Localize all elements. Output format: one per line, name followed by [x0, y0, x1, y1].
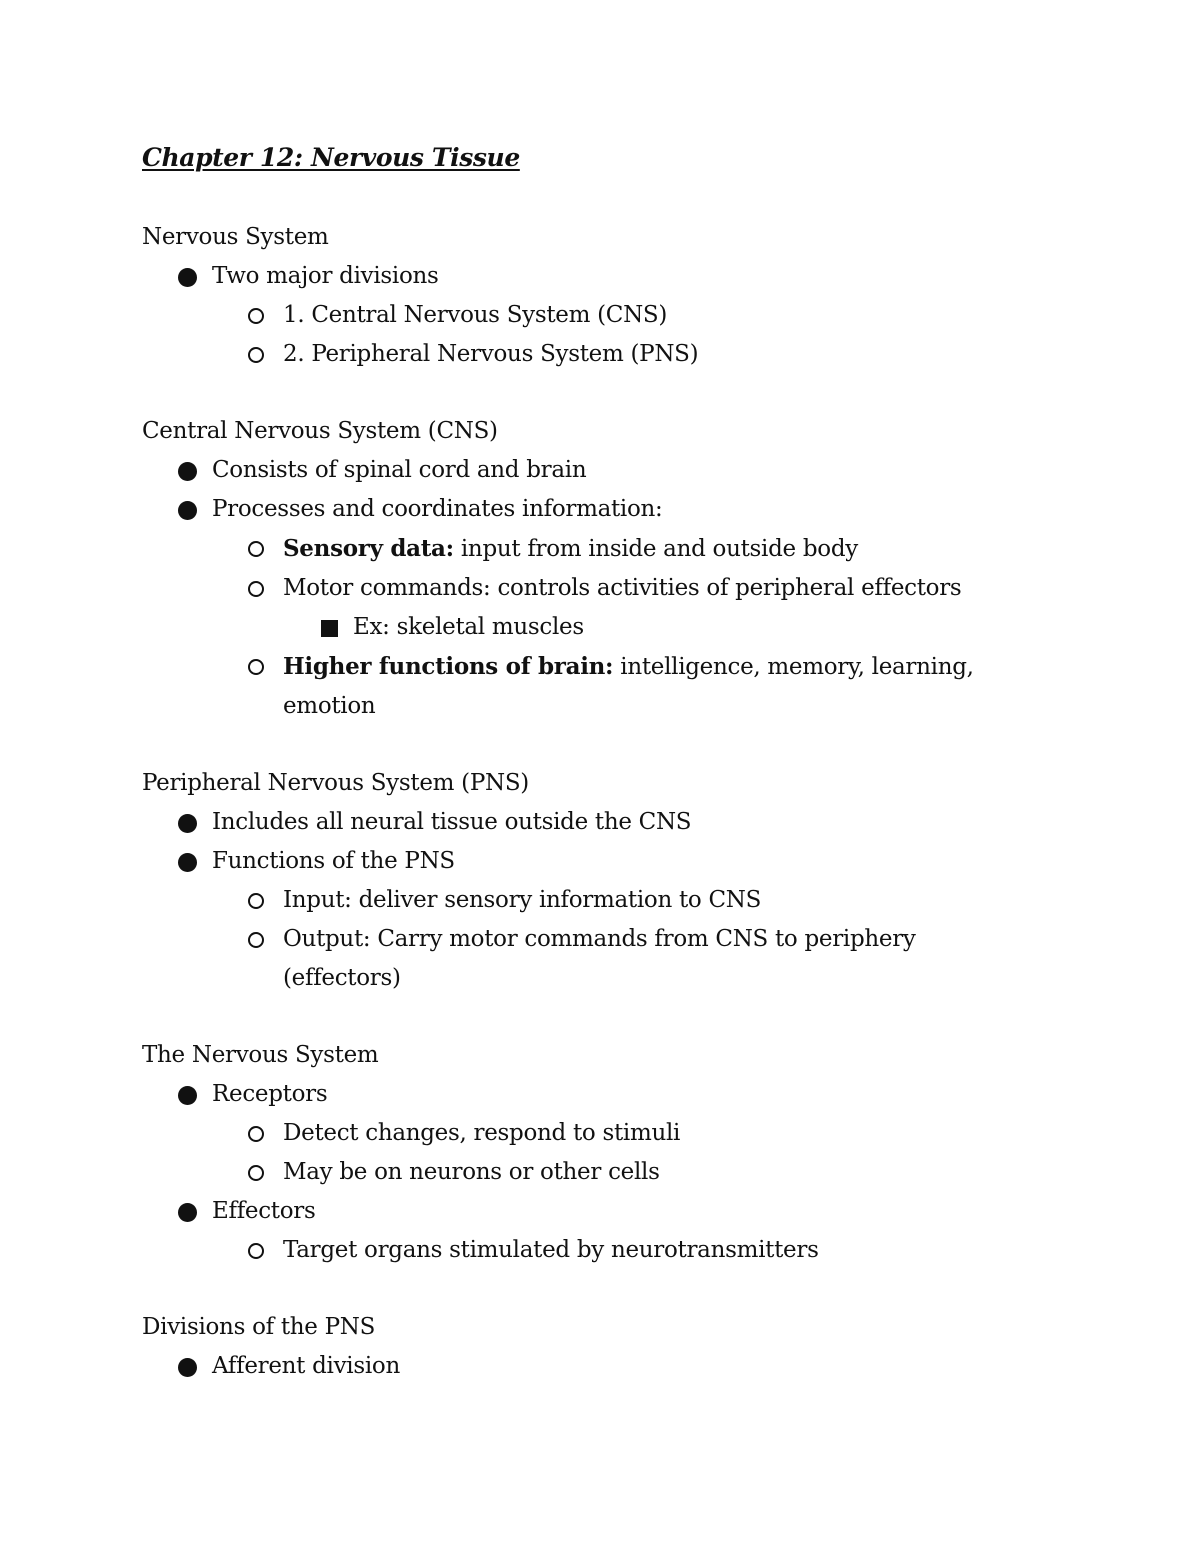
circle-bullet-icon [248, 1243, 264, 1259]
sub-sub-list-item [142, 608, 1042, 647]
sub-list-item [142, 1114, 1042, 1153]
page-title: Chapter 12: Nervous Tissue [142, 143, 520, 172]
list-item-text: Effectors [212, 1198, 316, 1224]
list-item-text: Target organs stimulated by neurotransmitters [283, 1237, 819, 1263]
section-cns [142, 412, 1042, 726]
document-page [142, 138, 1042, 1424]
section-the-nervous-system [142, 1036, 1042, 1270]
section-heading: Peripheral Nervous System (PNS) [142, 770, 529, 796]
list-item-text: Receptors [212, 1081, 328, 1107]
list-item-bold-term: Sensory data: [283, 535, 454, 562]
list-item-bold-term: Higher functions of brain: [283, 653, 614, 680]
list-item-text: Output: Carry motor commands from CNS to periphery [283, 926, 916, 952]
circle-bullet-icon [248, 347, 264, 363]
circle-bullet-icon [248, 659, 264, 675]
disc-bullet-icon [178, 853, 197, 872]
circle-bullet-icon [248, 1165, 264, 1181]
sub-list-item-continuation [142, 687, 1042, 726]
list-item-text: 1. Central Nervous System (CNS) [283, 302, 668, 328]
list-item [142, 1192, 1042, 1231]
circle-bullet-icon [248, 932, 264, 948]
sub-list-item [142, 1153, 1042, 1192]
list-item [142, 257, 1042, 296]
list-item-text: input from inside and outside body [453, 536, 858, 562]
section-heading: The Nervous System [142, 1042, 379, 1068]
disc-bullet-icon [178, 1358, 197, 1377]
circle-bullet-icon [248, 1126, 264, 1142]
list-item [142, 451, 1042, 490]
sub-list-item [142, 569, 1042, 608]
square-bullet-icon [321, 620, 338, 637]
list-item-text: intelligence, memory, learning, [613, 654, 974, 680]
list-item-text: Two major divisions [212, 263, 439, 289]
list-item-text: May be on neurons or other cells [283, 1159, 660, 1185]
list-item-text: Includes all neural tissue outside the CNS [212, 809, 692, 835]
sub-list-item [142, 1231, 1042, 1270]
section-heading: Divisions of the PNS [142, 1314, 376, 1340]
circle-bullet-icon [248, 893, 264, 909]
list-item [142, 490, 1042, 529]
list-item [142, 842, 1042, 881]
section-divisions-pns [142, 1308, 1042, 1386]
list-item-text: Consists of spinal cord and brain [212, 457, 587, 483]
sub-list-item [142, 335, 1042, 374]
disc-bullet-icon [178, 1086, 197, 1105]
sub-list-item [142, 647, 1042, 687]
list-item-text: Ex: skeletal muscles [353, 614, 584, 640]
sub-list-item [142, 529, 1042, 569]
circle-bullet-icon [248, 308, 264, 324]
list-item [142, 803, 1042, 842]
disc-bullet-icon [178, 1203, 197, 1222]
list-item-text: Processes and coordinates information: [212, 496, 663, 522]
circle-bullet-icon [248, 581, 264, 597]
list-item [142, 1075, 1042, 1114]
sub-list-item-continuation [142, 959, 1042, 998]
section-heading: Central Nervous System (CNS) [142, 418, 498, 444]
section-heading: Nervous System [142, 224, 329, 250]
list-item-text: Detect changes, respond to stimuli [283, 1120, 681, 1146]
disc-bullet-icon [178, 268, 197, 287]
section-pns [142, 764, 1042, 998]
list-item-text: emotion [283, 693, 376, 719]
sub-list-item [142, 296, 1042, 335]
list-item-text: Functions of the PNS [212, 848, 455, 874]
sub-list-item [142, 920, 1042, 959]
list-item-text: Motor commands: controls activities of peripheral effectors [283, 575, 962, 601]
list-item-text: (effectors) [283, 965, 401, 991]
disc-bullet-icon [178, 814, 197, 833]
sub-list-item [142, 881, 1042, 920]
list-item-text: Input: deliver sensory information to CNS [283, 887, 762, 913]
list-item [142, 1347, 1042, 1386]
disc-bullet-icon [178, 501, 197, 520]
disc-bullet-icon [178, 462, 197, 481]
circle-bullet-icon [248, 541, 264, 557]
list-item-text: Afferent division [212, 1353, 400, 1379]
section-nervous-system [142, 218, 1042, 374]
list-item-text: 2. Peripheral Nervous System (PNS) [283, 341, 699, 367]
